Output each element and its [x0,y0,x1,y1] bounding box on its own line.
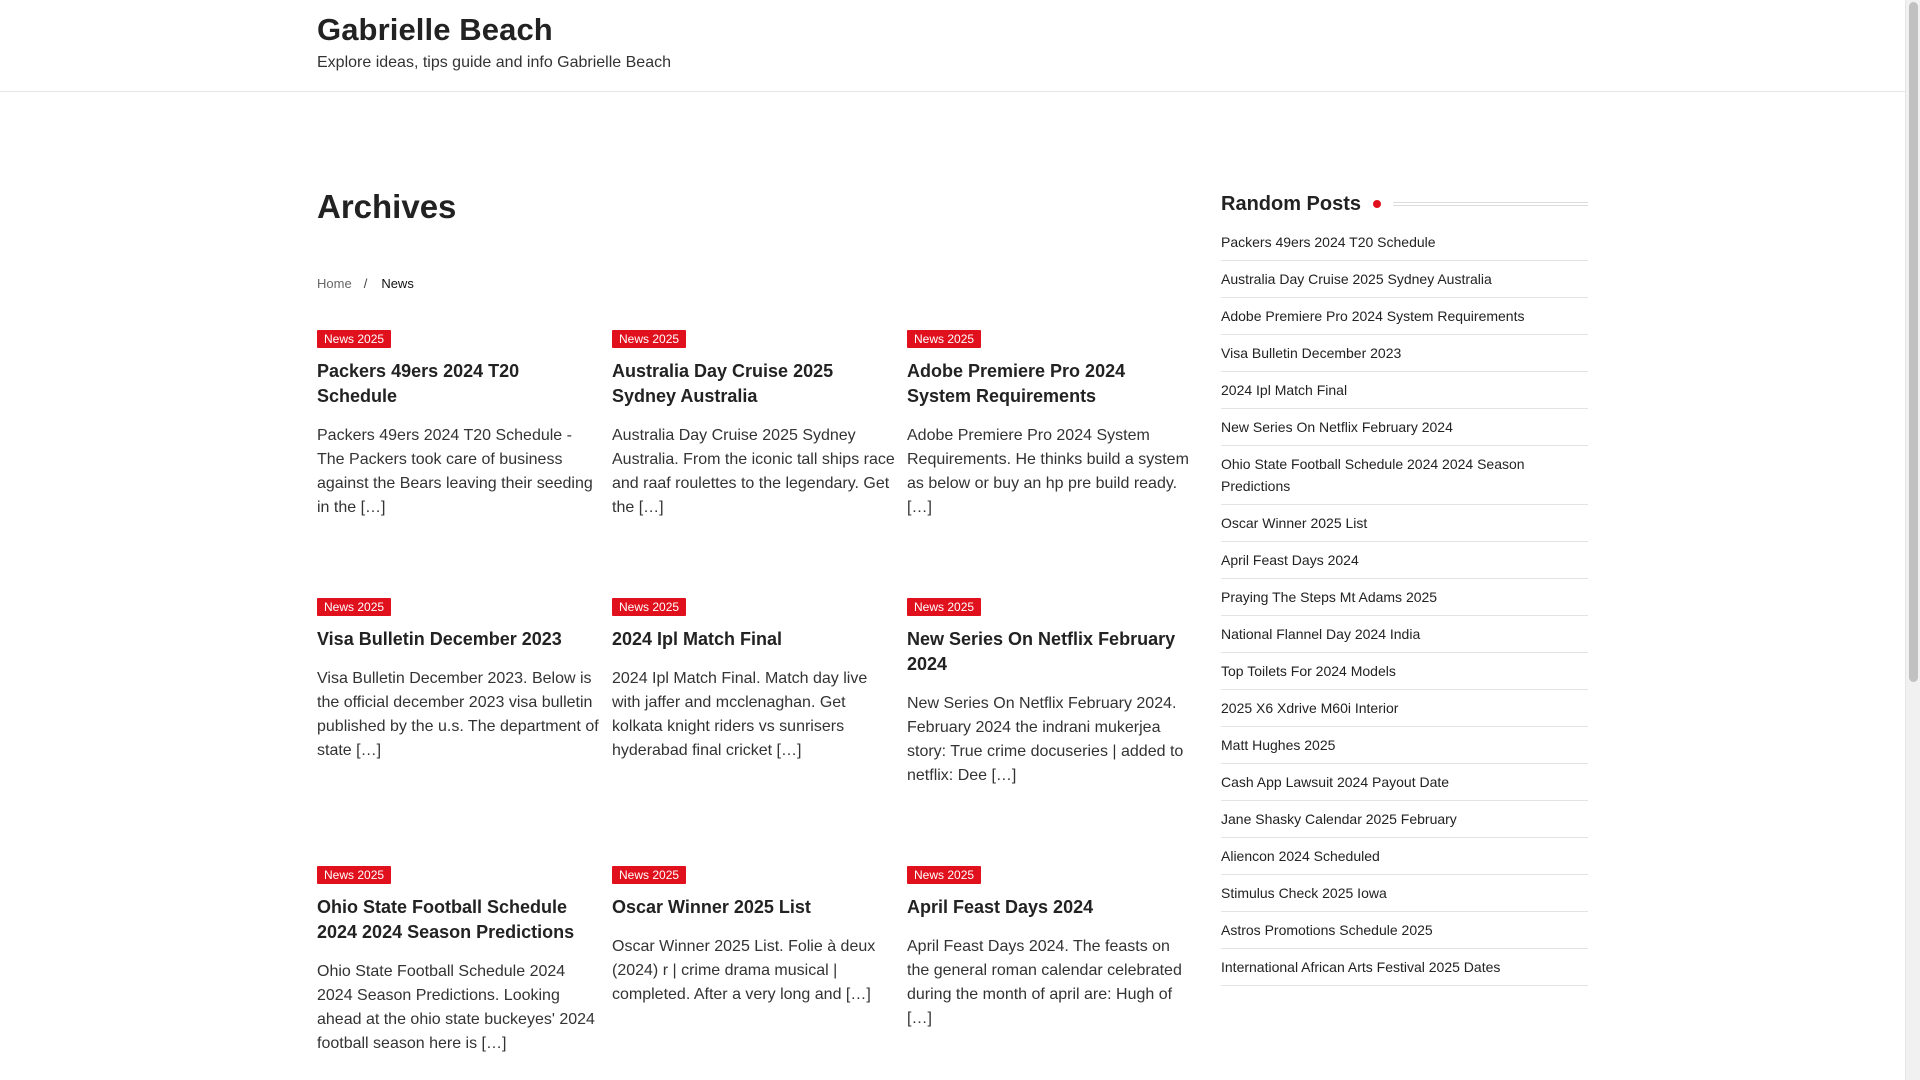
post-card [612,330,897,520]
post-card [317,598,602,763]
random-posts-list [1221,224,1588,986]
random-post-link[interactable]: Australia Day Cruise 2025 Sydney Australia [1221,261,1588,298]
page-title: Archives [317,188,457,225]
post-card [907,866,1192,1031]
post-excerpt: New Series On Netflix February 2024. February 2024 the indrani mukerjea story: True crime docuseries | added to netflix: Dee […] [907,695,1184,784]
random-post-link[interactable]: Stimulus Check 2025 Iowa [1221,875,1588,912]
category-badge[interactable]: News 2025 [317,330,391,348]
category-badge[interactable]: News 2025 [612,330,686,348]
random-post-link[interactable]: Adobe Premiere Pro 2024 System Requirements [1221,298,1588,335]
random-post-link[interactable]: Praying The Steps Mt Adams 2025 [1221,579,1588,616]
random-post-link[interactable]: Aliencon 2024 Scheduled [1221,838,1588,875]
widget-divider [1393,202,1588,206]
post-title-link[interactable]: Ohio State Football Schedule 2024 2024 Season Predictions [317,897,575,942]
category-badge[interactable]: News 2025 [907,866,981,884]
random-post-link[interactable]: 2024 Ipl Match Final [1221,372,1588,409]
random-post-link[interactable]: Astros Promotions Schedule 2025 [1221,912,1588,949]
site-header [0,0,1905,92]
post-title-link[interactable]: Australia Day Cruise 2025 Sydney Australia [612,361,834,406]
random-post-link[interactable]: April Feast Days 2024 [1221,542,1588,579]
widget-header [1221,190,1588,218]
site-tagline: Explore ideas, tips guide and info Gabrielle Beach [317,54,671,71]
post-title-link[interactable]: 2024 Ipl Match Final [612,629,783,649]
post-title-link[interactable]: April Feast Days 2024 [907,897,1094,917]
post-card [612,866,897,1007]
random-post-link[interactable]: Cash App Lawsuit 2024 Payout Date [1221,764,1588,801]
post-title-link[interactable]: Packers 49ers 2024 T20 Schedule [317,361,520,406]
category-badge[interactable]: News 2025 [317,866,391,884]
post-card [317,866,602,1056]
random-post-link[interactable]: Jane Shasky Calendar 2025 February [1221,801,1588,838]
random-post-link[interactable]: Top Toilets For 2024 Models [1221,653,1588,690]
breadcrumb-separator: / [363,276,368,291]
random-post-link[interactable]: New Series On Netflix February 2024 [1221,409,1588,446]
random-post-link[interactable]: International African Arts Festival 2025 Dates [1221,949,1588,986]
post-excerpt: April Feast Days 2024. The feasts on the general roman calendar celebrated during the month of april are: Hugh of […] [907,938,1182,1027]
random-post-link[interactable]: Ohio State Football Schedule 2024 2024 Season Predictions [1221,446,1588,505]
post-excerpt: Packers 49ers 2024 T20 Schedule - The Packers took care of business against the Bears leaving their seeding in the […] [317,427,593,516]
accent-dot-icon [1373,200,1381,208]
random-post-link[interactable]: Matt Hughes 2025 [1221,727,1588,764]
scrollbar-thumb[interactable] [1909,2,1918,682]
category-badge[interactable]: News 2025 [317,598,391,616]
post-excerpt: Oscar Winner 2025 List. Folie à deux (2024) r | crime drama musical | completed. After a very long and […] [612,938,876,1003]
post-title-link[interactable]: Adobe Premiere Pro 2024 System Requirements [907,361,1126,406]
post-card [907,598,1192,788]
random-post-link[interactable]: Visa Bulletin December 2023 [1221,335,1588,372]
category-badge[interactable]: News 2025 [612,598,686,616]
post-excerpt: Adobe Premiere Pro 2024 System Requirements. He thinks build a system as below or buy an hp pre build ready. […] [907,427,1189,516]
random-post-link[interactable]: Oscar Winner 2025 List [1221,505,1588,542]
post-excerpt: Australia Day Cruise 2025 Sydney Australia. From the iconic tall ships race and raaf roulettes to the legendary. Get the […] [612,427,895,516]
random-post-link[interactable]: Packers 49ers 2024 T20 Schedule [1221,224,1588,261]
random-post-link[interactable]: 2025 X6 Xdrive M60i Interior [1221,690,1588,727]
page-scrollbar[interactable] [1905,0,1920,1080]
post-excerpt: Visa Bulletin December 2023. Below is the official december 2023 visa bulletin published by the u.s. The department of state […] [317,670,599,759]
post-card [612,598,897,763]
site-title-link[interactable]: Gabrielle Beach [317,12,553,47]
post-title-link[interactable]: Visa Bulletin December 2023 [317,629,562,649]
category-badge[interactable]: News 2025 [612,866,686,884]
category-badge[interactable]: News 2025 [907,598,981,616]
widget-title: Random Posts [1221,192,1362,215]
post-excerpt: 2024 Ipl Match Final. Match day live with jaffer and mcclenaghan. Get kolkata knight riders vs sunrisers hyderabad final cricket […] [612,670,868,759]
category-badge[interactable]: News 2025 [907,330,981,348]
post-card [907,330,1192,520]
breadcrumb [317,276,414,291]
random-post-link[interactable]: National Flannel Day 2024 India [1221,616,1588,653]
post-title-link[interactable]: Oscar Winner 2025 List [612,897,811,917]
breadcrumb-current: News [381,276,414,291]
breadcrumb-home-link[interactable]: Home [317,276,352,291]
post-card [317,330,602,520]
post-title-link[interactable]: New Series On Netflix February 2024 [907,629,1176,674]
sidebar [1221,190,1588,986]
post-excerpt: Ohio State Football Schedule 2024 2024 Season Predictions. Looking ahead at the ohio state buckeyes' 2024 football season here is […] [317,963,595,1052]
